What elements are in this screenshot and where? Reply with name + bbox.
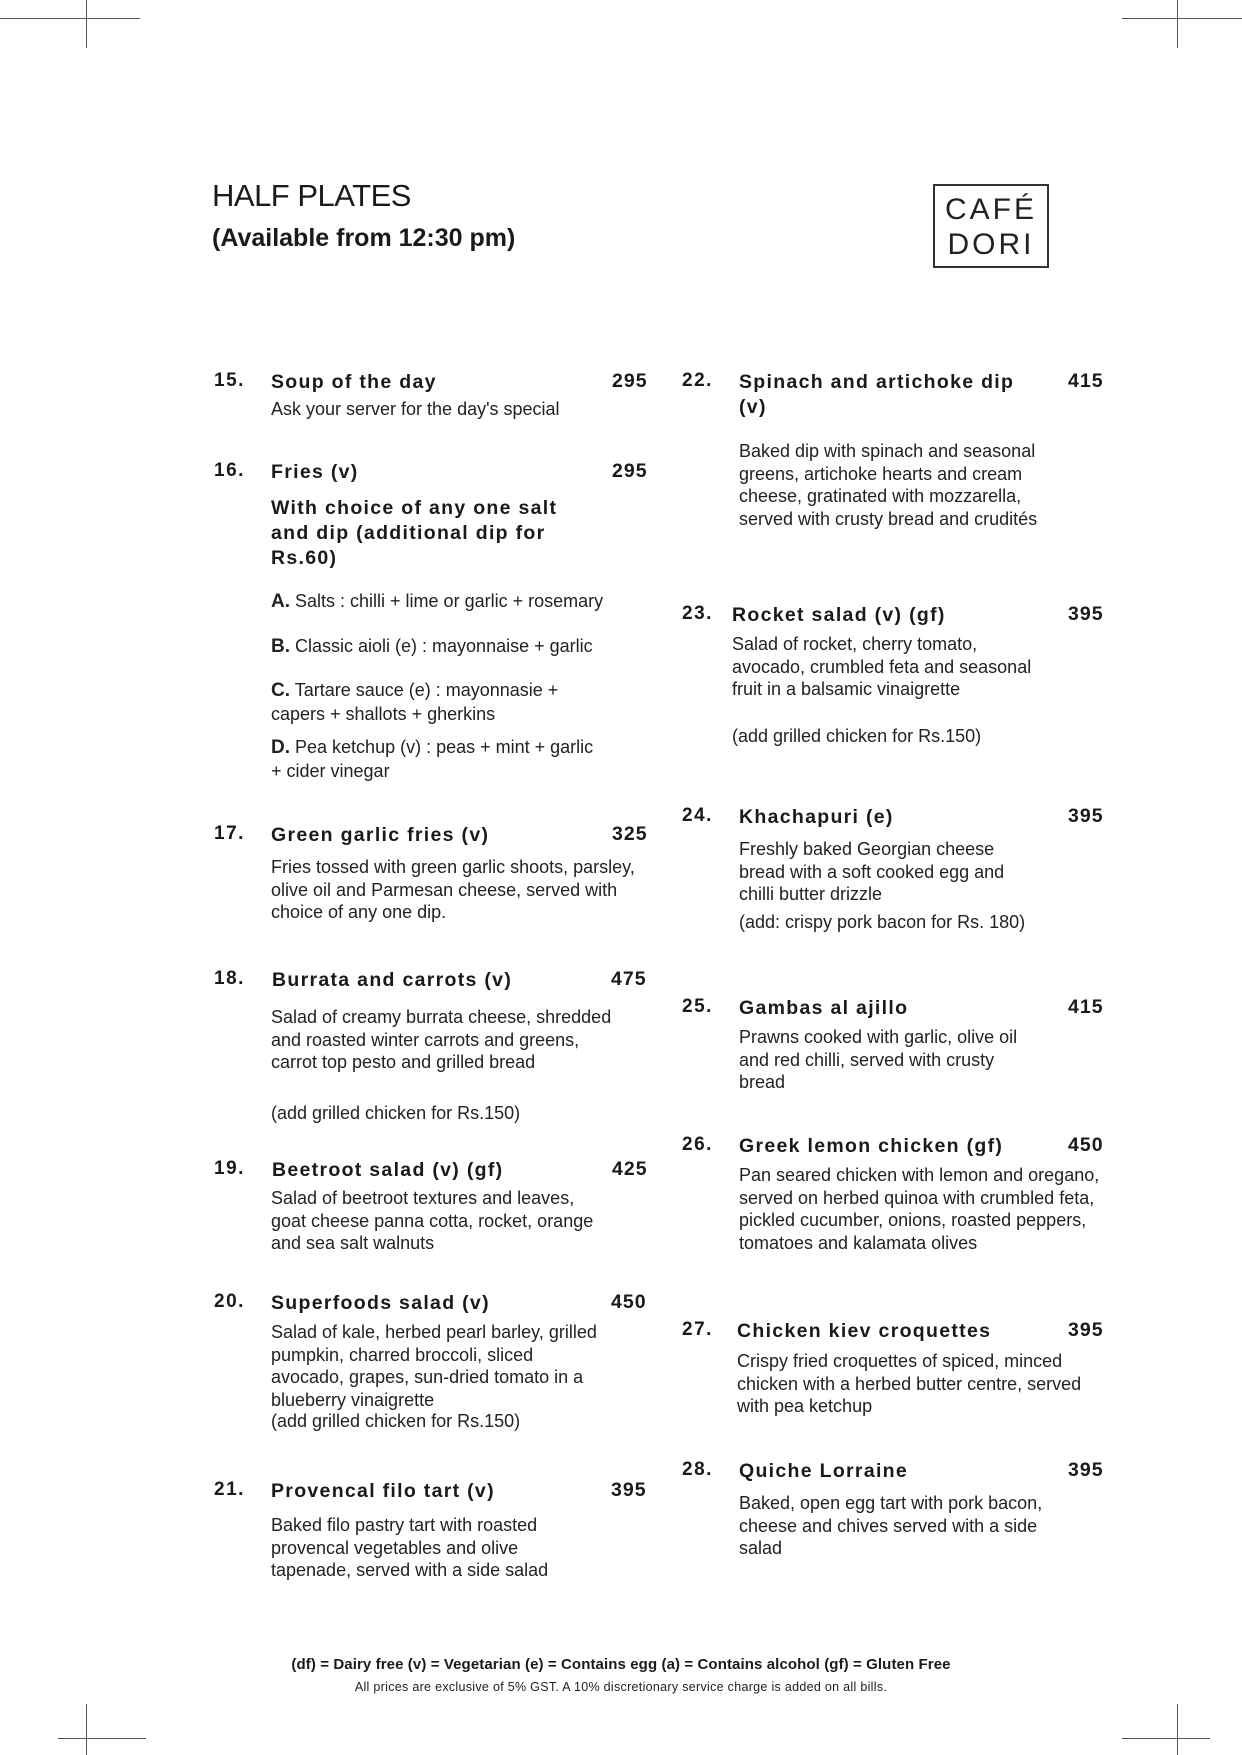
item-number: 22. (682, 370, 713, 391)
menu-item (682, 603, 1112, 753)
item-price: 395 (611, 1479, 647, 1501)
item-number: 26. (682, 1134, 713, 1155)
menu-item (214, 370, 654, 420)
item-number: 17. (214, 823, 245, 844)
item-price: 295 (612, 370, 648, 392)
item-price: 475 (611, 968, 647, 990)
item-number: 27. (682, 1319, 713, 1340)
dip-option (271, 635, 661, 659)
option-letter: A. (271, 591, 290, 612)
crop-mark (1122, 1738, 1210, 1739)
item-description: Salad of creamy burrata cheese, shredded and roasted winter carrots and greens, carrot top pesto and grilled bread (271, 1007, 612, 1072)
item-number: 28. (682, 1459, 713, 1480)
item-number: 20. (214, 1291, 245, 1312)
item-price: 395 (1068, 603, 1104, 625)
item-name: Beetroot salad (v) (gf) (272, 1159, 504, 1181)
item-description: Ask your server for the day's special (271, 399, 560, 419)
item-name: Rocket salad (v) (gf) (732, 604, 946, 626)
item-description: Prawns cooked with garlic, olive oil and red chilli, served with crusty bread (739, 1027, 1018, 1092)
item-price: 295 (612, 460, 648, 482)
option-text: Tartare sauce (e) : mayonnasie + capers + shallots + gherkins (271, 680, 559, 724)
crop-mark (1122, 18, 1242, 19)
item-price: 450 (611, 1291, 647, 1313)
item-description: Pan seared chicken with lemon and oregano, served on herbed quinoa with crumbled feta, pickled cucumber, onions, roasted peppers, tomatoes and kalamata olives (739, 1165, 1100, 1253)
logo-line-2: DORI (947, 228, 1035, 261)
option-text: Classic aioli (e) : mayonnaise + garlic (295, 636, 593, 656)
item-note: (add grilled chicken for Rs.150) (271, 1411, 521, 1431)
item-description: Salad of rocket, cherry tomato, avocado, crumbled feta and seasonal fruit in a balsamic vinaigrette (732, 634, 1032, 699)
item-description: Baked, open egg tart with pork bacon, cheese and chives served with a side salad (739, 1493, 1043, 1558)
dip-option (271, 679, 601, 725)
item-description: Fries tossed with green garlic shoots, parsley, olive oil and Parmesan cheese, served with choice of any one dip. (271, 857, 635, 922)
option-letter: B. (271, 636, 290, 657)
item-number: 24. (682, 805, 713, 826)
item-description: Baked dip with spinach and seasonal greens, artichoke hearts and cream cheese, gratinated with mozzarella, served with crusty bread and crudités (739, 441, 1038, 529)
item-note: (add: crispy pork bacon for Rs. 180) (739, 912, 1026, 932)
option-text: Pea ketchup (v) : peas + mint + garlic + cider vinegar (271, 737, 594, 781)
item-price: 395 (1068, 1459, 1104, 1481)
item-name: Spinach and artichoke dip (v) (739, 371, 1015, 418)
item-description: Salad of kale, herbed pearl barley, grilled pumpkin, charred broccoli, sliced avocado, grapes, sun-dried tomato in a blueberry vinaigrette (271, 1322, 597, 1410)
crop-mark (58, 1738, 146, 1739)
menu-item (682, 996, 1112, 1096)
item-name: Gambas al ajillo (739, 997, 909, 1019)
menu-item (214, 968, 654, 1128)
item-note: (add grilled chicken for Rs.150) (732, 726, 982, 746)
menu-item (682, 370, 1112, 560)
item-name: Fries (v) (271, 461, 359, 483)
item-price: 395 (1068, 805, 1104, 827)
item-number: 19. (214, 1158, 245, 1179)
page-title: HALF PLATES (212, 178, 411, 213)
dip-option (271, 590, 661, 614)
item-description: Freshly baked Georgian cheese bread with a soft cooked egg and chilli butter drizzle (739, 839, 1005, 904)
item-name: Soup of the day (271, 371, 437, 393)
item-name: Khachapuri (e) (739, 806, 894, 828)
menu-item (214, 1158, 654, 1258)
item-name: Provencal filo tart (v) (271, 1480, 495, 1502)
dietary-legend: (df) = Dairy free (v) = Vegetarian (e) = Contains egg (a) = Contains alcohol (gf) = Gluten Free (291, 1656, 951, 1673)
item-name: Green garlic fries (v) (271, 824, 490, 846)
price-disclaimer: All prices are exclusive of 5% GST. A 10% discretionary service charge is added on all bills. (354, 1680, 888, 1694)
option-text: Salts : chilli + lime or garlic + rosemary (295, 591, 604, 611)
crop-mark (86, 0, 87, 48)
logo-line-1: CAFÉ (944, 193, 1037, 226)
option-letter: D. (271, 737, 290, 758)
item-name: Superfoods salad (v) (271, 1292, 490, 1314)
item-note: (add grilled chicken for Rs.150) (271, 1103, 521, 1123)
crop-mark (0, 18, 140, 19)
menu-item (682, 1319, 1112, 1419)
item-description: With choice of any one salt and dip (additional dip for Rs.60) (271, 497, 558, 569)
menu-item (682, 1459, 1112, 1559)
item-description: Baked filo pastry tart with roasted provencal vegetables and olive tapenade, served with a side salad (271, 1515, 549, 1580)
item-price: 395 (1068, 1319, 1104, 1341)
crop-mark (1177, 0, 1178, 48)
menu-item (214, 1479, 654, 1579)
item-description: Salad of beetroot textures and leaves, goat cheese panna cotta, rocket, orange and sea salt walnuts (271, 1188, 594, 1253)
menu-item (682, 805, 1112, 945)
menu-item (214, 1291, 654, 1441)
item-description: Crispy fried croquettes of spiced, minced chicken with a herbed butter centre, served with pea ketchup (737, 1351, 1082, 1416)
item-number: 15. (214, 370, 245, 391)
cafe-logo (933, 184, 1049, 268)
item-number: 16. (214, 460, 245, 481)
option-letter: C. (271, 680, 290, 701)
item-price: 415 (1068, 370, 1104, 392)
crop-mark (1177, 1704, 1178, 1755)
item-number: 23. (682, 603, 713, 624)
dip-option (271, 736, 601, 782)
menu-item (214, 460, 654, 790)
item-name: Chicken kiev croquettes (737, 1320, 992, 1342)
menu-item (682, 1134, 1112, 1284)
item-number: 18. (214, 968, 245, 989)
item-name: Quiche Lorraine (739, 1460, 909, 1482)
item-price: 415 (1068, 996, 1104, 1018)
item-number: 21. (214, 1479, 245, 1500)
item-name: Greek lemon chicken (gf) (739, 1135, 1004, 1157)
item-number: 25. (682, 996, 713, 1017)
menu-item (214, 823, 654, 923)
page-subtitle: (Available from 12:30 pm) (212, 224, 516, 252)
item-price: 425 (612, 1158, 648, 1180)
crop-mark (86, 1704, 87, 1755)
item-price: 450 (1068, 1134, 1104, 1156)
item-name: Burrata and carrots (v) (272, 969, 513, 991)
item-price: 325 (612, 823, 648, 845)
